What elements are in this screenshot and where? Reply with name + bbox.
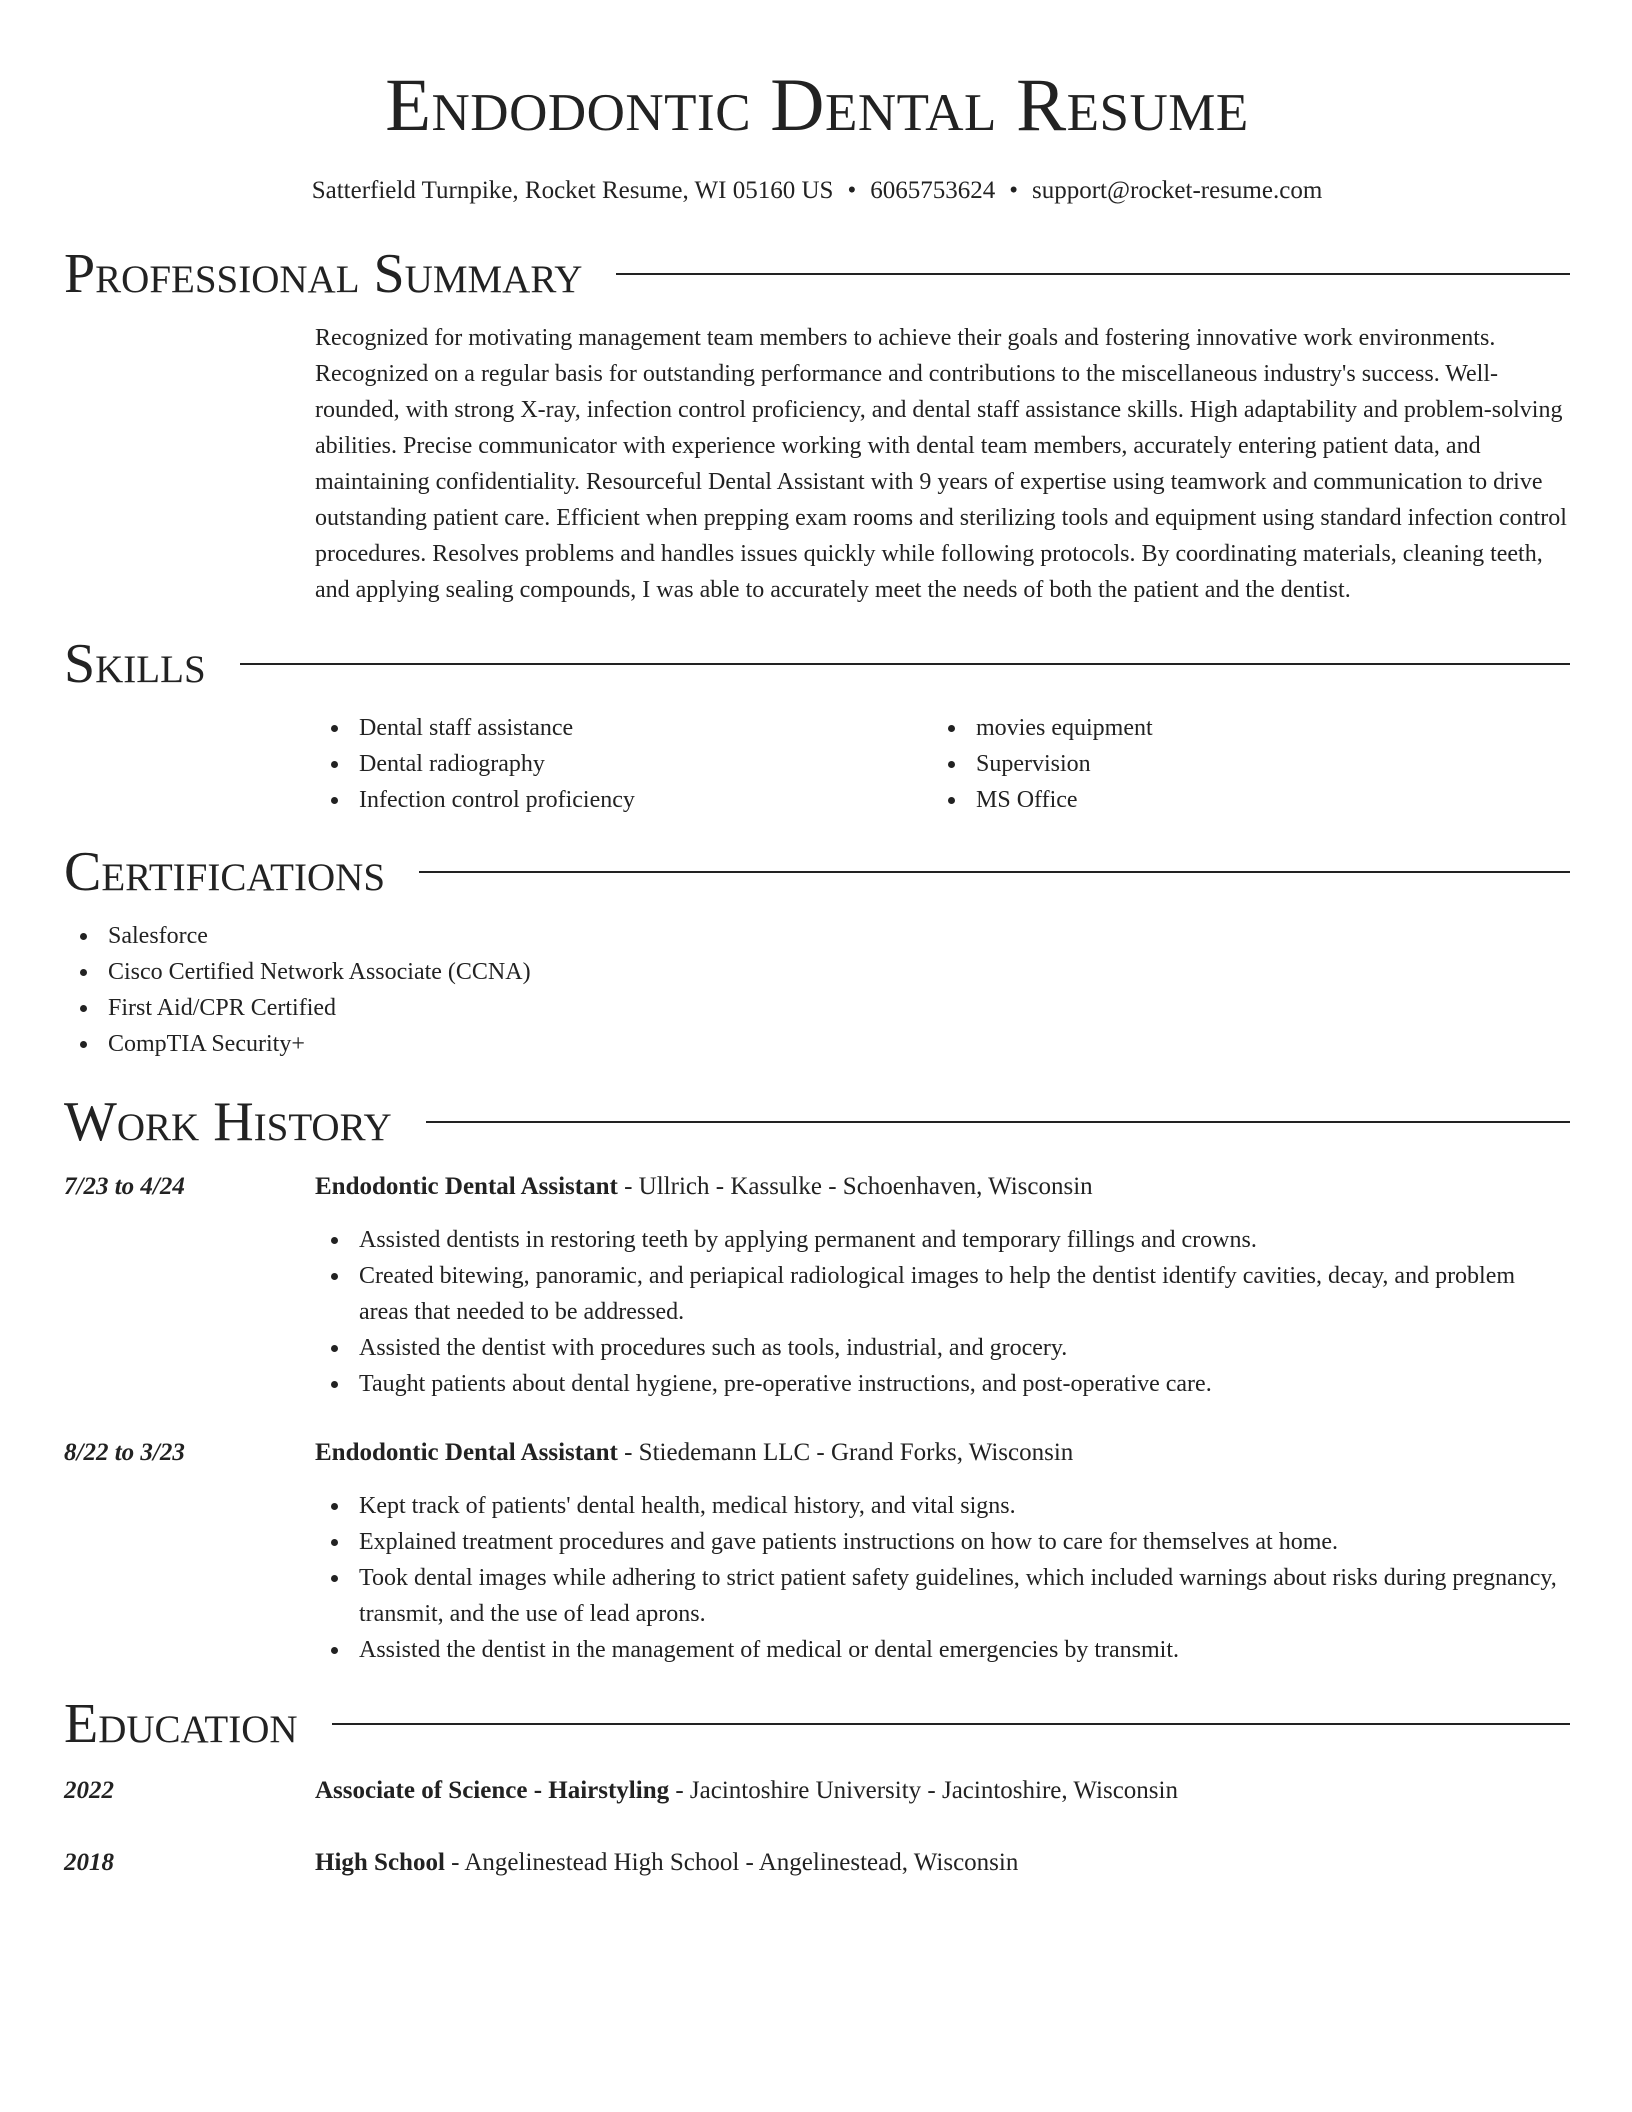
contact-address: Satterfield Turnpike, Rocket Resume, WI 05160 US: [311, 177, 834, 204]
education-school: - Jacintoshire University - Jacintoshire, Wisconsin: [675, 1777, 1178, 1804]
job-bullet: Created bitewing, panoramic, and periapical radiological images to help the dentist identify cavities, decay, and problem areas that needed to be addressed.: [315, 1258, 1570, 1330]
job-bullet: Assisted dentists in restoring teeth by applying permanent and temporary fillings and crowns.: [315, 1222, 1570, 1258]
section-header-work-history: [64, 1090, 1570, 1154]
job-entry: [64, 1436, 1570, 1668]
section-divider: [616, 273, 1570, 275]
education-year: 2022: [64, 1777, 114, 1804]
skill-item: Infection control proficiency: [315, 782, 932, 818]
job-dates: 8/22 to 3/23: [64, 1439, 185, 1466]
skills-list: [315, 710, 1570, 818]
resume-page: [64, 0, 1570, 1880]
summary-text: Recognized for motivating management team members to achieve their goals and fostering innovative work environments. Recognized on a regular basis for outstanding performance and contributions to the miscellaneous industry's success. Well-rounded, with strong X-ray, infection control proficiency, and dental staff assistance skills. High adaptability and problem-solving abilities. Precise communicator with experience working with dental team members, accurately entering patient data, and maintaining confidentiality. Resourceful Dental Assistant with 9 years of expertise using teamwork and communication to drive outstanding patient care. Efficient when prepping exam rooms and sterilizing tools and equipment using standard infection control procedures. Resolves problems and handles issues quickly while following protocols. By coordinating materials, cleaning teeth, and applying sealing compounds, I was able to accurately meet the needs of both the patient and the dentist.: [315, 325, 1567, 603]
section-header-certifications: [64, 840, 1570, 904]
skill-item: Dental staff assistance: [315, 710, 932, 746]
section-header-skills: [64, 632, 1570, 696]
section-header-summary: [64, 242, 1570, 306]
bullet-icon: [331, 1503, 338, 1510]
section-divider: [426, 1121, 1570, 1123]
section-title-skills: Skills: [64, 633, 206, 695]
bullet-icon: [331, 1647, 338, 1654]
education-details: [315, 1846, 1570, 1880]
job-title: Endodontic Dental Assistant: [315, 1439, 618, 1466]
contact-email: support@rocket-resume.com: [1031, 177, 1323, 204]
job-title-line: [315, 1436, 1570, 1470]
bullet-icon: [331, 1237, 338, 1244]
education-degree: High School: [315, 1849, 445, 1876]
job-details: [315, 1170, 1570, 1402]
skills-column-right: [932, 710, 1549, 818]
section-divider: [240, 663, 1570, 665]
education-degree: Associate of Science - Hairstyling: [315, 1777, 670, 1804]
job-entry: [64, 1170, 1570, 1402]
certification-item: First Aid/CPR Certified: [64, 990, 1570, 1026]
bullet-icon: [948, 797, 955, 804]
bullet-icon: [948, 725, 955, 732]
education-school: - Angelinestead High School - Angelinestead, Wisconsin: [451, 1849, 1019, 1876]
bullet-icon: [331, 1345, 338, 1352]
bullet-icon: [948, 761, 955, 768]
contact-separator: •: [1009, 177, 1018, 204]
certification-item: Salesforce: [64, 918, 1570, 954]
bullet-icon: [331, 761, 338, 768]
bullet-icon: [331, 1273, 338, 1280]
education-entry: [64, 1774, 1570, 1808]
job-bullet: Took dental images while adhering to strict patient safety guidelines, which included warnings about risks during pregnancy, transmit, and the use of lead aprons.: [315, 1560, 1570, 1632]
job-dates: 7/23 to 4/24: [64, 1173, 185, 1200]
education-details: [315, 1774, 1570, 1808]
job-bullet: Assisted the dentist with procedures such as tools, industrial, and grocery.: [315, 1330, 1570, 1366]
certification-item: CompTIA Security+: [64, 1026, 1570, 1062]
education-title-line: [315, 1846, 1570, 1880]
section-title-certifications: Certifications: [64, 841, 386, 903]
skills-column-left: [315, 710, 932, 818]
education-entry: [64, 1846, 1570, 1880]
bullet-icon: [80, 1041, 87, 1048]
bullet-icon: [80, 1005, 87, 1012]
education-year: 2018: [64, 1849, 114, 1876]
bullet-icon: [331, 797, 338, 804]
job-details: [315, 1436, 1570, 1668]
bullet-icon: [331, 1381, 338, 1388]
section-title-summary: Professional Summary: [64, 243, 583, 305]
section-divider: [332, 1723, 1570, 1725]
contact-line: [64, 174, 1570, 208]
job-bullets: [315, 1488, 1570, 1668]
job-bullet: Assisted the dentist in the management of medical or dental emergencies by transmit.: [315, 1632, 1570, 1668]
contact-phone: 6065753624: [870, 177, 996, 204]
job-bullets: [315, 1222, 1570, 1402]
certifications-list: [64, 918, 1570, 1062]
bullet-icon: [331, 725, 338, 732]
bullet-icon: [331, 1539, 338, 1546]
section-divider: [419, 871, 1570, 873]
contact-separator: •: [847, 177, 857, 204]
job-employer: - Stiedemann LLC - Grand Forks, Wisconsin: [624, 1439, 1074, 1466]
job-bullet: Explained treatment procedures and gave patients instructions on how to care for themselves at home.: [315, 1524, 1570, 1560]
section-title-work-history: Work History: [64, 1091, 392, 1153]
skill-item: movies equipment: [932, 710, 1549, 746]
job-title: Endodontic Dental Assistant: [315, 1173, 618, 1200]
job-employer: - Ullrich - Kassulke - Schoenhaven, Wisconsin: [624, 1173, 1093, 1200]
skill-item: Supervision: [932, 746, 1549, 782]
job-bullet: Kept track of patients' dental health, medical history, and vital signs.: [315, 1488, 1570, 1524]
bullet-icon: [80, 969, 87, 976]
resume-title: Endodontic Dental Resume: [385, 64, 1249, 147]
skill-item: Dental radiography: [315, 746, 932, 782]
bullet-icon: [80, 933, 87, 940]
education-title-line: [315, 1774, 1570, 1808]
certification-item: Cisco Certified Network Associate (CCNA): [64, 954, 1570, 990]
bullet-icon: [331, 1575, 338, 1582]
section-title-education: Education: [64, 1693, 298, 1755]
skill-item: MS Office: [932, 782, 1549, 818]
section-header-education: [64, 1692, 1570, 1756]
job-title-line: [315, 1170, 1570, 1204]
job-bullet: Taught patients about dental hygiene, pre-operative instructions, and post-operative care.: [315, 1366, 1570, 1402]
